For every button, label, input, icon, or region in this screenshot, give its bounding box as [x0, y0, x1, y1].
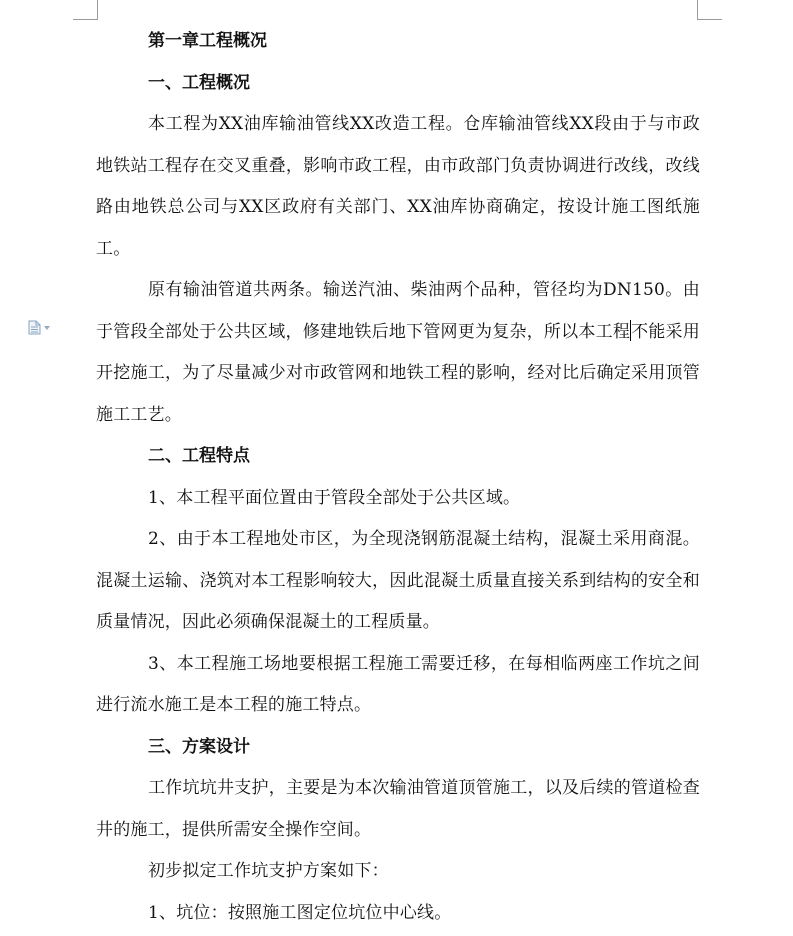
paragraph-6: 工作坑坑井支护，主要是为本次输油管道顶管施工，以及后续的管道检查井的施工，提供所需安全操作空间。: [96, 778, 700, 840]
page-corner-mark-right: [697, 0, 722, 20]
paragraph-options-button[interactable]: [28, 320, 50, 335]
paragraph-2-text-end: 不能采用开挖施工，为了尽量减少对市政管网和地铁工程的影响，经对比后确定采用顶管施工工艺。: [96, 321, 700, 425]
paragraph-4: 2、由于本工程地处市区，为全现浇钢筋混凝土结构，混凝土采用商混。混凝土运输、浇筑对本工程影响较大，因此混凝土质量直接关系到结构的安全和质量情况，因此必须确保混凝土的工程质量。: [96, 529, 700, 632]
paragraph-8: 1、坑位：按照施工图定位坑位中心线。: [148, 902, 452, 923]
section-heading-1: 一、工程概况: [148, 72, 250, 93]
paragraph-1: 本工程为XX油库输油管线XX改造工程。仓库输油管线XX段由于与市政地铁站工程存在交叉重叠，影响市政工程，由市政部门负责协调进行改线，改线路由地铁总公司与XX区政府有关部门、XX油库协商确定，按设计施工图纸施工。: [96, 114, 700, 259]
paragraph-3: 1、本工程平面位置由于管段全部处于公共区域。: [148, 487, 521, 508]
paragraph-options-icon: [28, 320, 41, 335]
section-heading-2: 二、工程特点: [148, 446, 250, 466]
paragraph-2-text: 原有输油管道共两条。输送汽油、柴油两个品种，管径均为DN150。由于管段全部处于公共区域，修建地铁后地下管网更为复杂，所以本工程: [96, 280, 700, 342]
paragraph-7: 初步拟定工作坑支护方案如下：: [148, 861, 389, 881]
chapter-title: 第一章工程概况: [148, 31, 267, 51]
chevron-down-icon: [44, 326, 50, 330]
paragraph-5: 3、本工程施工场地要根据工程施工需要迁移，在每相临两座工作坑之间进行流水施工是本工程的施工特点。: [96, 653, 700, 715]
page-corner-mark-left: [73, 0, 98, 20]
document-body[interactable]: [96, 21, 700, 934]
section-heading-3: 三、方案设计: [148, 736, 250, 757]
paragraph-2: [96, 270, 700, 436]
